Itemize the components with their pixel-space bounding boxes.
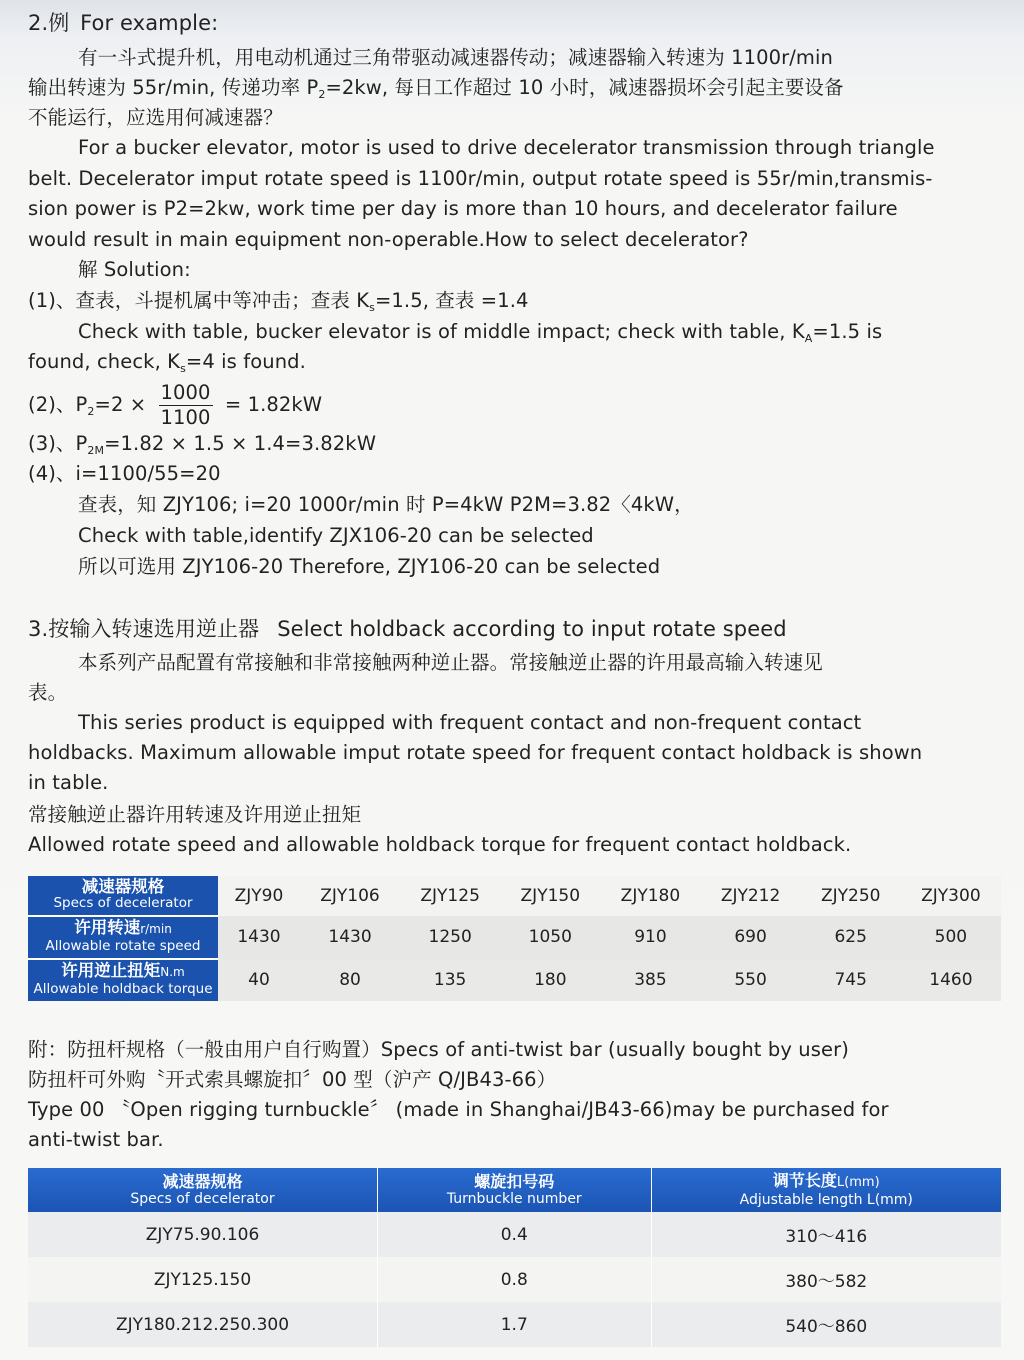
- step-4-line-3: 所以可选用 ZJY106-20 Therefore, ZJY106-20 can be selected: [78, 555, 661, 578]
- column-header-en: Adjustable length L(mm): [739, 1192, 913, 1208]
- column-header: [28, 1168, 377, 1212]
- column-header-unit: L(mm): [836, 1175, 880, 1190]
- table-cell: ZJY106: [300, 876, 400, 916]
- table-cell: ZJY90: [218, 876, 300, 916]
- example-en-line-2: belt. Decelerator imput rotate speed is 1100r/min, output rotate speed is 55r/min,transmis-: [28, 167, 933, 190]
- table-cell: ZJY180.212.250.300: [28, 1302, 377, 1347]
- example-en-line-3: sion power is P2=2kw, work time per day is more than 10 hours, and decelerator failure: [28, 197, 898, 220]
- row-header-en: Allowable rotate speed: [45, 938, 201, 955]
- table-cell: 0.4: [377, 1212, 651, 1257]
- section-3-en-line-3: in table.: [28, 771, 109, 794]
- example-cn-line-1: 有一斗式提升机，用电动机通过三角带驱动减速器传动；减速器输入转速为 1100r/min: [78, 46, 833, 69]
- row-header-cn: 许用逆止扭矩N.m: [61, 961, 185, 981]
- table-cell: 1430: [218, 916, 300, 959]
- example-cn-line-3: 不能运行，应选用何减速器？: [28, 106, 283, 129]
- column-header-cn: 减速器规格: [162, 1172, 243, 1191]
- row-header-cn: 许用转速r/min: [74, 918, 172, 938]
- example-cn-line-2: 输出转速为 55r/min, 传递功率 $P_2=2kw$, 每日工作超过 10 小时，减速器损坏会引起主要设备: [28, 76, 844, 101]
- table-row: [28, 1302, 1001, 1347]
- table-cell: 380～582: [651, 1257, 1001, 1302]
- table-row: [28, 959, 1001, 1001]
- step-3-formula: (3)、$P_{2M}=1.82 \times 1.5 \times 1.4=3.82kW$: [28, 432, 377, 457]
- appendix-line-2: 防扭杆可外购〝开式索具螺旋扣〞00 型（沪产 Q/JB43-66）: [28, 1068, 557, 1091]
- row-header: [28, 959, 218, 1001]
- row-header: [28, 876, 218, 916]
- table-cell: 310～416: [651, 1212, 1001, 1257]
- step-2-formula: (2)、$P_2=2$ × $\frac{1000}{1100}$ = 1.82kW: [28, 381, 323, 429]
- table-cell: 1.7: [377, 1302, 651, 1347]
- table-cell: ZJY150: [500, 876, 600, 916]
- table-cell: 1050: [500, 916, 600, 959]
- table-cell: ZJY75.90.106: [28, 1212, 377, 1257]
- table-cell: 1460: [901, 959, 1001, 1001]
- table-cell: ZJY250: [801, 876, 901, 916]
- anti-twist-bar-table: [28, 1168, 1001, 1347]
- appendix-line-3: Type 00 〝Open rigging turnbuckle〞 (made in Shanghai/JB43-66)may be purchased for: [28, 1098, 889, 1121]
- table-cell: 1250: [400, 916, 500, 959]
- table-cell: 1430: [300, 916, 400, 959]
- table-cell: 180: [500, 959, 600, 1001]
- table-cell: 40: [218, 959, 300, 1001]
- column-header-cn: 螺旋扣号码: [474, 1172, 555, 1191]
- appendix-line-1: 附：防扭杆规格（一般由用户自行购置）Specs of anti-twist bar (usually bought by user): [28, 1038, 849, 1061]
- section-3-en-line-1: This series product is equipped with frequent contact and non-frequent contact: [78, 711, 862, 734]
- row-header-en: Allowable holdback torque: [33, 981, 213, 998]
- table-cell: 80: [300, 959, 400, 1001]
- appendix-line-4: anti-twist bar.: [28, 1128, 164, 1151]
- table-cell: ZJY125: [400, 876, 500, 916]
- table-cell: ZJY125.150: [28, 1257, 377, 1302]
- table-cell: 0.8: [377, 1257, 651, 1302]
- column-header: [651, 1168, 1001, 1212]
- table-cell: 540～860: [651, 1302, 1001, 1347]
- section-3-heading: 3.按输入转速选用逆止器 Select holdback according to input rotate speed: [28, 617, 787, 641]
- table-cell: 550: [701, 959, 801, 1001]
- row-header-unit: r/min: [140, 922, 172, 937]
- step-4-line-1: 查表，知 ZJY106; i=20 1000r/min 时 P=4kW P2M=3.82〈4kW，: [78, 493, 694, 516]
- table-1-caption-cn: 常接触逆止器许用转速及许用逆止扭矩: [28, 803, 362, 826]
- row-header-en: Specs of decelerator: [53, 895, 193, 912]
- step-1-en: Check with table, bucker elevator is of middle impact; check with table, $K_A=1.5$ is: [78, 320, 883, 345]
- example-heading: 2.例 For example:: [28, 11, 219, 35]
- table-cell: 135: [400, 959, 500, 1001]
- table-cell: 745: [801, 959, 901, 1001]
- step-4-formula: (4)、i=1100/55=20: [28, 462, 221, 485]
- step-1-en-2: found, check, $K_s=4$ is found.: [28, 350, 306, 375]
- table-row: [28, 1257, 1001, 1302]
- column-header-cn: 调节长度L(mm): [772, 1171, 880, 1190]
- table-row: [28, 1212, 1001, 1257]
- column-header-en: Turnbuckle number: [446, 1191, 582, 1207]
- table-cell: 625: [801, 916, 901, 959]
- example-en-line-4: would result in main equipment non-operable.How to select decelerator?: [28, 228, 749, 251]
- step-1-cn: (1)、查表，斗提机属中等冲击；查表 $K_s=1.5$, 查表 =1.4: [28, 289, 529, 314]
- table-cell: ZJY300: [901, 876, 1001, 916]
- section-3-cn-line-2: 表。: [28, 681, 68, 704]
- row-header-unit: N.m: [160, 965, 185, 980]
- fraction: $\frac{1000}{1100}$: [160, 381, 211, 429]
- table-row: [28, 876, 1001, 916]
- table-cell: ZJY212: [701, 876, 801, 916]
- section-3-en-line-2: holdbacks. Maximum allowable imput rotate speed for frequent contact holdback is shown: [28, 741, 923, 764]
- section-3-cn-line-1: 本系列产品配置有常接触和非常接触两种逆止器。常接触逆止器的许用最高输入转速见: [78, 651, 823, 674]
- table-cell: 910: [600, 916, 700, 959]
- example-en-line-1: For a bucker elevator, motor is used to drive decelerator transmission through triangle: [78, 136, 935, 159]
- table-cell: 500: [901, 916, 1001, 959]
- table-cell: ZJY180: [600, 876, 700, 916]
- row-header-cn: 减速器规格: [81, 877, 165, 897]
- table-1-caption-en: Allowed rotate speed and allowable holdback torque for frequent contact holdback.: [28, 833, 852, 856]
- row-header: [28, 916, 218, 959]
- column-header: [377, 1168, 651, 1212]
- step-4-line-2: Check with table,identify ZJX106-20 can be selected: [78, 524, 594, 547]
- table-cell: 385: [600, 959, 700, 1001]
- table-cell: 690: [701, 916, 801, 959]
- column-header-en: Specs of decelerator: [130, 1191, 275, 1207]
- solution-label: 解 Solution:: [78, 258, 191, 281]
- holdback-spec-table: [28, 876, 1001, 1001]
- table-row: [28, 916, 1001, 959]
